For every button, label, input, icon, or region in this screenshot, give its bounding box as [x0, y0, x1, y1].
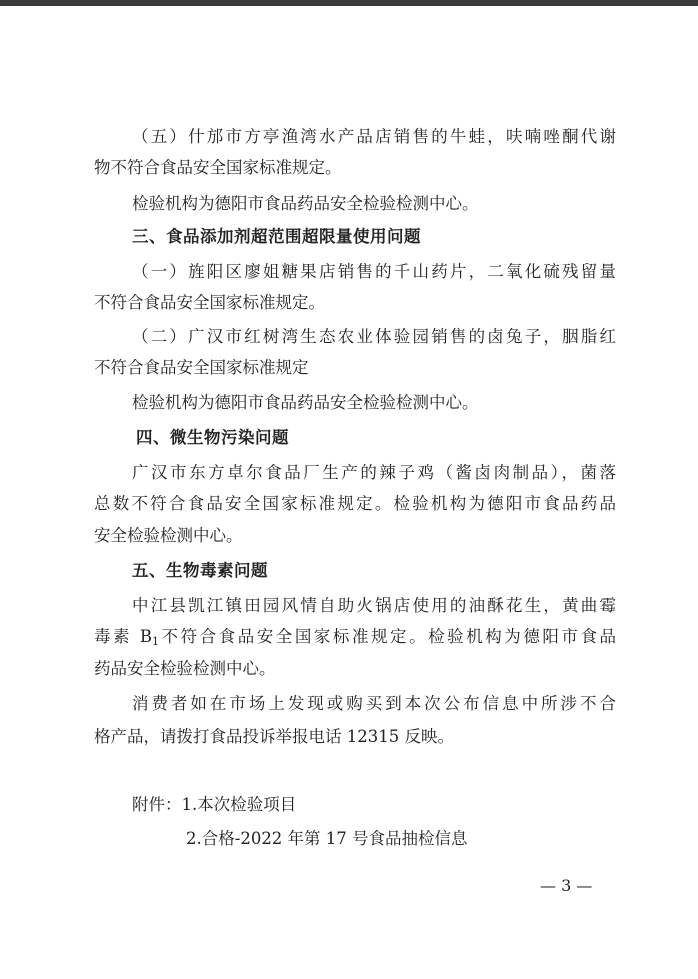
attachment-line-1: 附件：1.本次检验项目: [132, 795, 297, 814]
attachment-line-2: 2.合格-2022 年第 17 号食品抽检信息: [186, 829, 468, 848]
paragraph-line: 药品安全检验检测中心。: [94, 659, 276, 678]
paragraph-line: 总数不符合食品安全国家标准规定。检验机构为德阳市食品药品: [94, 494, 616, 513]
section-heading-5: 五、生物毒素问题: [132, 561, 268, 580]
paragraph-line: 安全检验检测中心。: [94, 526, 243, 545]
paragraph-line: 不符合食品安全国家标准规定: [94, 358, 309, 377]
page-number: — 3 —: [540, 876, 593, 895]
agency-line: 检验机构为德阳市食品药品安全检验检测中心。: [132, 393, 479, 412]
paragraph-line: 广汉市东方卓尔食品厂生产的辣子鸡（酱卤肉制品），菌落: [132, 463, 616, 482]
paragraph-line: 物不符合食品安全国家标准规定。: [94, 158, 342, 177]
paragraph-line: （二）广汉市红树湾生态农业体验园销售的卤兔子，胭脂红: [132, 327, 616, 346]
paragraph-line: 中江县凯江镇田园风情自助火锅店使用的油酥花生，黄曲霉: [132, 596, 616, 615]
section-heading-3: 三、食品添加剂超范围超限量使用问题: [132, 227, 421, 246]
paragraph-text: 不符合食品安全国家标准规定。检验机构为德阳市食品: [159, 627, 617, 646]
paragraph-line: 不符合食品安全国家标准规定。: [94, 293, 325, 312]
toxin-label: 毒素 B: [94, 627, 152, 646]
toxin-subscript: 1: [152, 635, 159, 648]
paragraph-line: 消费者如在市场上发现或购买到本次公布信息中所涉不合: [132, 694, 616, 713]
paragraph-line: （一）旌阳区廖姐糖果店销售的千山药片，二氧化硫残留量: [132, 262, 616, 281]
paragraph-line: 格产品，请拨打食品投诉举报电话 12315 反映。: [94, 727, 454, 746]
section-heading-4: 四、微生物污染问题: [136, 428, 289, 447]
paragraph-line-with-subscript: [94, 627, 616, 652]
paragraph-line: （五）什邡市方亭渔湾水产品店销售的牛蛙，呋喃唑酮代谢: [132, 127, 616, 146]
agency-line: 检验机构为德阳市食品药品安全检验检测中心。: [132, 194, 479, 213]
